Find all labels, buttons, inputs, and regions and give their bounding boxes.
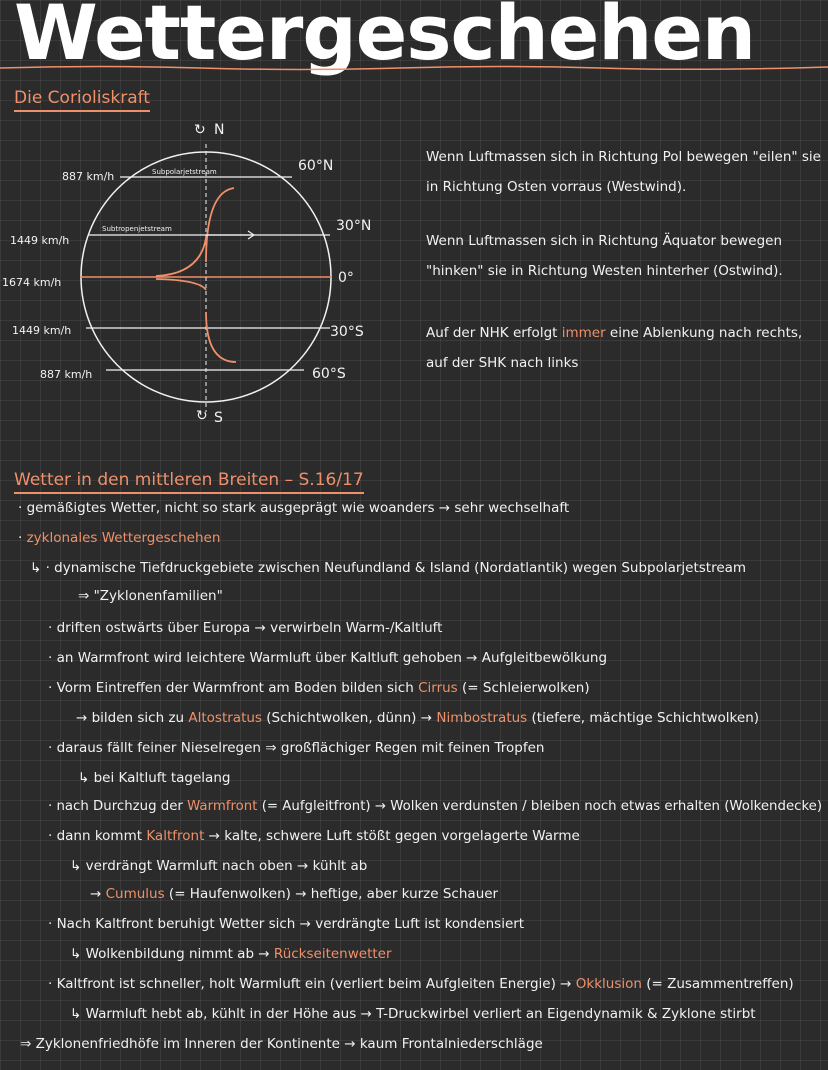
weather-heading: Wetter in den mittleren Breiten – S.16/17 (14, 470, 364, 490)
note-text: · an Warmfront wird leichtere Warmluft über Kaltluft gehoben → Aufgleitbewölkung (48, 650, 608, 666)
note-text: · daraus fällt feiner Nieselregen ⇒ großflächiger Regen mit feinen Tropfen (48, 740, 545, 756)
note-line (70, 1006, 756, 1022)
deflection-arrow-south-pole (206, 312, 236, 362)
note-line (18, 530, 220, 546)
note-text: · Vorm Eintreffen der Warmfront am Boden bilden sich (48, 680, 419, 696)
note-line (90, 886, 498, 902)
note-text: ↳ Wolkenbildung nimmt ab → (70, 946, 274, 962)
jetstream-label-subtropic: Subtropenjetstream (102, 225, 172, 233)
highlighted-term: Cumulus (105, 886, 165, 902)
note-text: · nach Durchzug der (48, 798, 188, 814)
highlighted-term: Nimbostratus (436, 710, 528, 726)
note-text: · dann kommt (48, 828, 147, 844)
globe-diagram (0, 112, 400, 432)
note-text: ⇒ Zyklonenfriedhöfe im Inneren der Kontinente → kaum Frontalniederschläge (20, 1036, 543, 1052)
note-line (48, 650, 607, 666)
speed-label-4: 1449 km/h (12, 324, 72, 337)
note-text: ↳ verdrängt Warmluft nach oben → kühlt ab (70, 858, 368, 874)
speed-label-3: 1674 km/h (2, 276, 62, 289)
coriolis-heading: Die Corioliskraft (14, 88, 150, 108)
lat-label-30s: 30°S (330, 324, 364, 340)
speed-label-2: 1449 km/h (10, 234, 70, 247)
note-text: ⇒ "Zyklonenfamilien" (78, 588, 223, 604)
speed-label-1: 887 km/h (62, 170, 115, 183)
note-line (70, 858, 367, 874)
note-line (76, 710, 759, 726)
note-line (30, 560, 746, 576)
lat-label-60n: 60°N (298, 158, 334, 174)
highlighted-term: Altostratus (188, 710, 262, 726)
note-line (18, 500, 569, 516)
deflection-arrow-north-pole (206, 188, 234, 262)
note-line (48, 740, 544, 756)
note-text: → kalte, schwere Luft stößt gegen vorgelagerte Warme (204, 828, 580, 844)
note-line (70, 946, 392, 962)
note-line (78, 588, 223, 604)
note-line (48, 976, 794, 992)
highlighted-term: Warmfront (187, 798, 258, 814)
note-line (48, 798, 822, 814)
note-text: (= Zusammentreffen) (641, 976, 794, 992)
coriolis-paragraph-3: Auf der NHK erfolgt immer eine Ablenkung nach rechts, auf der SHK nach links (426, 325, 803, 371)
highlighted-term: zyklonales Wettergeschehen (26, 530, 221, 546)
lat-label-60s: 60°S (312, 366, 346, 382)
note-text: · gemäßigtes Wetter, nicht so stark ausgeprägt wie woanders → sehr wechselhaft (18, 500, 570, 516)
page-title: Wettergeschehen (14, 0, 755, 77)
speed-label-5: 887 km/h (40, 368, 93, 381)
note-text: (= Aufgleitfront) → Wolken verdunsten / bleiben noch etwas erhalten (Wolkendecke) (257, 798, 823, 814)
highlighted-term: Okklusion (575, 976, 642, 992)
note-text: · Kaltfront ist schneller, holt Warmluft ein (verliert beim Aufgleiten Energie) → (48, 976, 576, 992)
note-text: · driften ostwärts über Europa → verwirbeln Warm-/Kaltluft (48, 620, 443, 636)
note-text: (tiefere, mächtige Schichtwolken) (527, 710, 760, 726)
note-line (48, 620, 442, 636)
lat-label-30n: 30°N (336, 218, 372, 234)
note-line (48, 916, 524, 932)
deflection-arrow-south-equator (156, 279, 206, 290)
note-text: (= Schleierwolken) (457, 680, 590, 696)
highlighted-term: Rückseitenwetter (273, 946, 392, 962)
lat-label-equator: 0° (338, 270, 354, 286)
note-text: → bilden sich zu (76, 710, 189, 726)
note-text: (Schichtwolken, dünn) → (261, 710, 437, 726)
highlighted-term: Kaltfront (146, 828, 205, 844)
rotation-icon-north: ↻ (194, 122, 206, 138)
deflection-arrow-north-equator (156, 238, 206, 276)
note-text: ↳ bei Kaltluft tagelang (78, 770, 231, 786)
note-text: ↳ Warmluft hebt ab, kühlt in der Höhe aus → T-Druckwirbel verliert an Eigendynamik & Zyklone stirbt (70, 1006, 756, 1022)
coriolis-paragraph-1: Wenn Luftmassen sich in Richtung Pol bewegen "eilen" sie in Richtung Osten vorraus (Westwind). (426, 149, 821, 195)
jetstream-label-subpolar: Subpolarjetstream (152, 168, 217, 176)
note-text: ↳ · dynamische Tiefdruckgebiete zwischen Neufundland & Island (Nordatlantik) wegen Subpolarjetstream (30, 560, 747, 576)
coriolis-paragraph-2: Wenn Luftmassen sich in Richtung Äquator bewegen "hinken" sie in Richtung Westen hinterher (Ostwind). (426, 233, 783, 279)
north-label: N (214, 122, 225, 138)
note-text: (= Haufenwolken) → heftige, aber kurze Schauer (164, 886, 499, 902)
south-label: S (214, 410, 223, 426)
note-text: · Nach Kaltfront beruhigt Wetter sich → verdrängte Luft ist kondensiert (48, 916, 525, 932)
highlighted-term: Cirrus (418, 680, 458, 696)
rotation-icon-south: ↻ (196, 408, 208, 424)
note-line (48, 828, 580, 844)
note-line (78, 770, 230, 786)
note-text: · (18, 530, 27, 546)
note-text: → (90, 886, 106, 902)
note-line (48, 680, 590, 696)
title-underline (0, 64, 828, 72)
note-line (20, 1036, 543, 1052)
